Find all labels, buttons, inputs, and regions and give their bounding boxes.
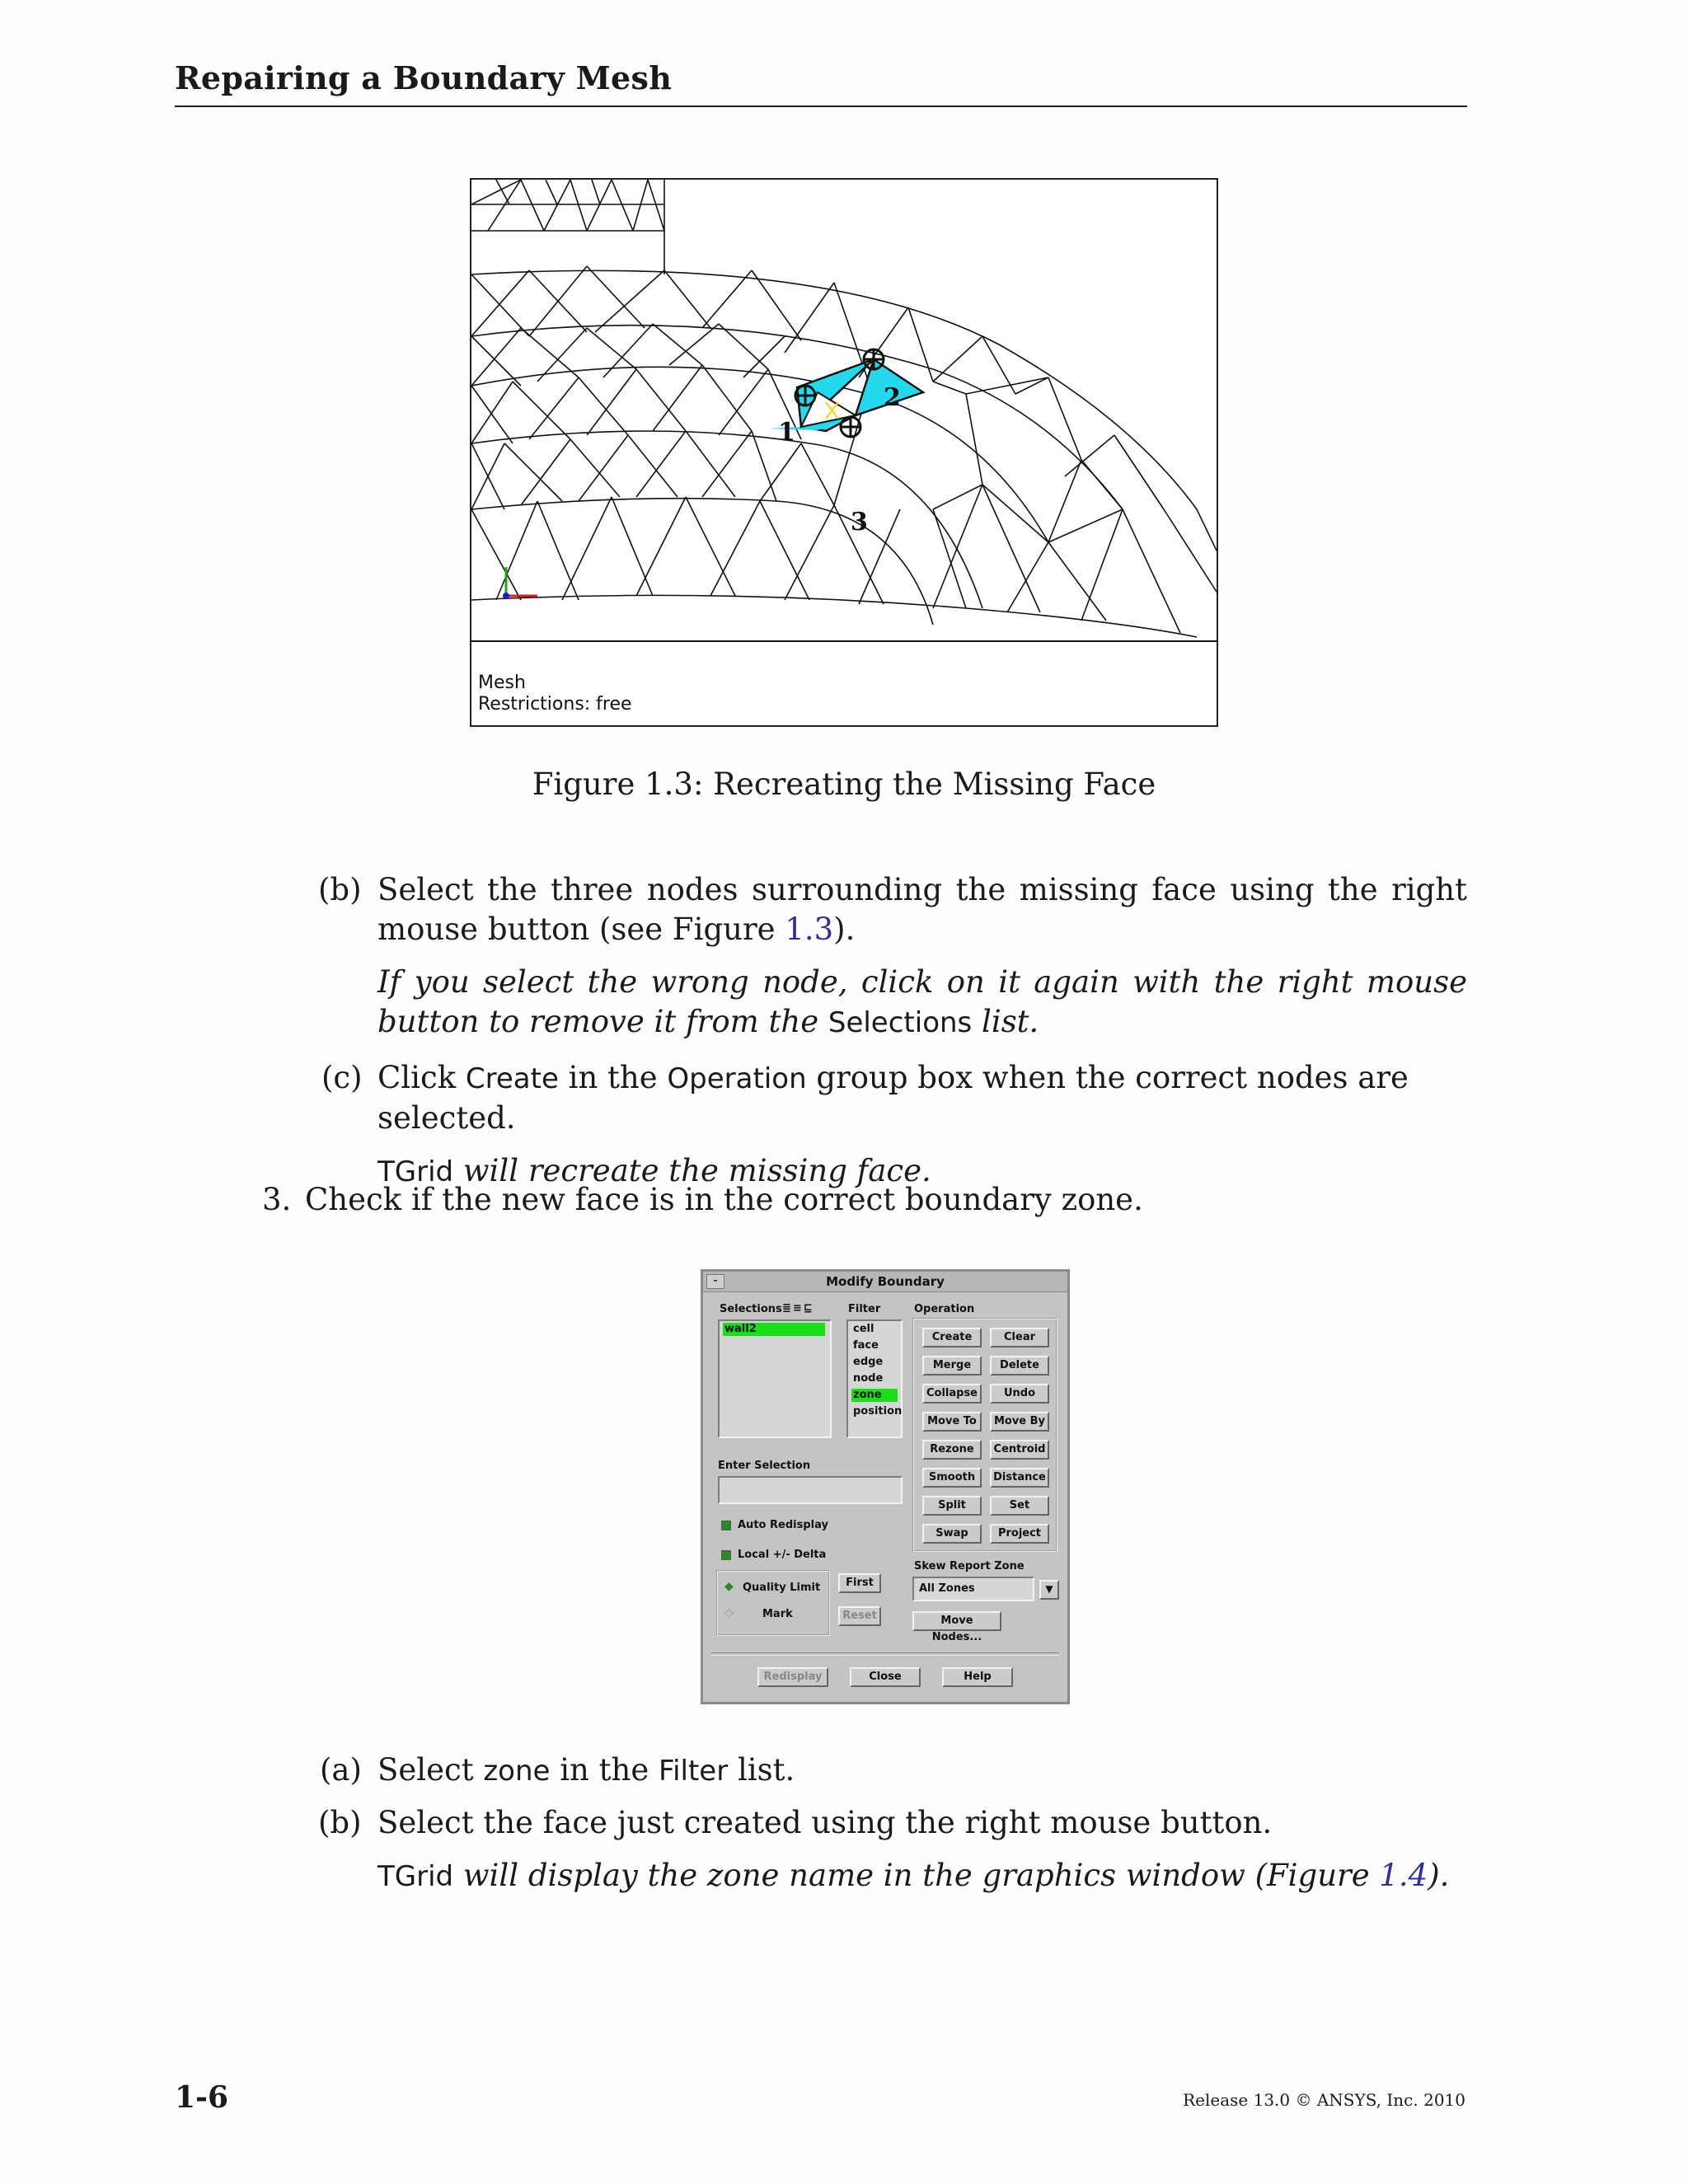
step-b-select-nodes xyxy=(318,870,1467,1043)
selection-item[interactable]: wall2 xyxy=(723,1323,825,1336)
skew-zone-value: All Zones xyxy=(919,1582,975,1595)
note-term-tgrid: TGrid xyxy=(377,1155,454,1188)
enter-selection-input[interactable] xyxy=(718,1476,903,1504)
swap-button[interactable]: Swap xyxy=(922,1524,982,1544)
quality-limit-label: Quality Limit xyxy=(743,1582,821,1594)
term-filter: Filter xyxy=(659,1755,729,1788)
project-button[interactable]: Project xyxy=(990,1524,1049,1544)
note-text: If you select the wrong node, click on it again with the right mouse button to remove it from the xyxy=(377,964,1467,1039)
auto-redisplay-checkbox[interactable] xyxy=(721,1521,731,1530)
status-mode: Mesh xyxy=(478,673,526,693)
header-rule xyxy=(175,105,1467,107)
auto-redisplay-label: Auto Redisplay xyxy=(738,1519,828,1531)
note-text: will recreate the missing face. xyxy=(453,1153,931,1188)
collapse-button[interactable]: Collapse xyxy=(922,1384,982,1404)
filter-item-position[interactable]: position xyxy=(853,1405,903,1418)
move-to-button[interactable]: Move To xyxy=(922,1412,982,1432)
step-label: (b) xyxy=(318,872,362,907)
smooth-button[interactable]: Smooth xyxy=(922,1468,982,1488)
dialog-title: Modify Boundary xyxy=(826,1274,945,1289)
modify-boundary-dialog xyxy=(701,1269,1070,1704)
page-number: 1-6 xyxy=(175,2080,229,2115)
filter-list[interactable] xyxy=(846,1319,903,1438)
quality-limit-radio[interactable]: ◆ xyxy=(724,1580,734,1593)
filter-item-face[interactable]: face xyxy=(853,1339,879,1352)
local-delta-checkbox[interactable] xyxy=(721,1550,731,1560)
page-header-title: Repairing a Boundary Mesh xyxy=(175,59,673,96)
step-text-end: group box when the correct nodes are selected. xyxy=(377,1060,1409,1136)
step-text-mid: in the xyxy=(558,1060,668,1095)
graphics-status-text xyxy=(478,673,632,715)
step-text: Select xyxy=(377,1752,484,1788)
step-text-end: list. xyxy=(728,1752,795,1788)
move-nodes-button[interactable]: Move Nodes... xyxy=(912,1611,1001,1631)
filter-item-edge[interactable]: edge xyxy=(853,1356,884,1368)
term-operation: Operation xyxy=(667,1062,807,1095)
merge-button[interactable]: Merge xyxy=(922,1356,982,1376)
mesh-canvas[interactable] xyxy=(471,180,1217,725)
filter-label: Filter xyxy=(848,1303,881,1315)
release-footer: Release 13.0 © ANSYS, Inc. 2010 xyxy=(1183,2090,1465,2110)
figure-ref-link[interactable]: 1.4 xyxy=(1379,1858,1428,1893)
node-label-1: 1 xyxy=(778,418,795,447)
dropdown-arrow-icon[interactable]: ▼ xyxy=(1039,1580,1059,1600)
note-text-end: list. xyxy=(972,1004,1039,1039)
list-view-icons[interactable]: ≣≡⊑ xyxy=(782,1302,814,1315)
note-text-end: ). xyxy=(1428,1858,1450,1893)
mark-label: Mark xyxy=(762,1608,793,1620)
filter-item-zone[interactable]: zone xyxy=(851,1389,898,1402)
term-create: Create xyxy=(465,1062,559,1095)
operation-group xyxy=(912,1318,1057,1552)
set-button[interactable]: Set xyxy=(990,1496,1049,1516)
move-by-button[interactable]: Move By xyxy=(990,1412,1049,1432)
delete-button[interactable]: Delete xyxy=(990,1356,1049,1376)
step-label: (b) xyxy=(318,1805,362,1840)
note-term-selections: Selections xyxy=(828,1006,973,1039)
step-text: Check if the new face is in the correct boundary zone. xyxy=(305,1182,1143,1217)
step-note xyxy=(377,1856,1467,1896)
quality-group xyxy=(716,1570,830,1636)
dialog-title-bar[interactable] xyxy=(703,1272,1067,1292)
step-text-end: ). xyxy=(833,912,856,947)
centroid-button[interactable]: Centroid xyxy=(990,1440,1049,1460)
enter-selection-label: Enter Selection xyxy=(718,1460,811,1472)
note-term-tgrid: TGrid xyxy=(377,1860,454,1893)
first-button[interactable]: First xyxy=(838,1573,881,1593)
reset-button[interactable]: Reset xyxy=(838,1606,881,1626)
redisplay-button[interactable]: Redisplay xyxy=(757,1667,828,1687)
figure-ref-link[interactable]: 1.3 xyxy=(785,912,834,947)
status-restrictions: Restrictions: free xyxy=(478,694,632,715)
undo-button[interactable]: Undo xyxy=(990,1384,1049,1404)
step-c-create xyxy=(318,1058,1467,1192)
skew-zone-dropdown[interactable] xyxy=(912,1577,1034,1601)
split-button[interactable]: Split xyxy=(922,1496,982,1516)
filter-item-cell[interactable]: cell xyxy=(853,1323,874,1335)
mark-radio[interactable]: ◇ xyxy=(724,1606,734,1619)
figure-caption: Figure 1.3: Recreating the Missing Face xyxy=(532,766,1156,802)
dialog-divider xyxy=(711,1652,1059,1656)
step-a-select-zone xyxy=(318,1750,1467,1791)
create-button[interactable]: Create xyxy=(922,1328,982,1347)
rezone-button[interactable]: Rezone xyxy=(922,1440,982,1460)
filter-item-node[interactable]: node xyxy=(853,1372,884,1385)
close-button[interactable]: Close xyxy=(850,1667,921,1687)
node-label-3: 3 xyxy=(851,508,868,537)
help-button[interactable]: Help xyxy=(942,1667,1013,1687)
step-text: Click xyxy=(377,1060,466,1095)
step-text: Select the face just created using the right mouse button. xyxy=(377,1805,1273,1840)
term-zone: zone xyxy=(483,1755,551,1788)
step-label: (a) xyxy=(320,1752,362,1788)
mesh-graphics-window[interactable] xyxy=(470,178,1218,727)
step-3-check-zone xyxy=(262,1180,1467,1220)
step-label: (c) xyxy=(321,1060,363,1095)
note-text: will display the zone name in the graphics window (Figure xyxy=(453,1858,1380,1893)
distance-button[interactable]: Distance xyxy=(990,1468,1049,1488)
selections-list[interactable] xyxy=(718,1319,832,1438)
step-label: 3. xyxy=(262,1182,292,1217)
selections-label: Selections xyxy=(720,1303,782,1315)
skew-report-zone-label: Skew Report Zone xyxy=(914,1560,1025,1572)
window-menu-icon[interactable]: – xyxy=(706,1274,724,1289)
operation-label: Operation xyxy=(914,1303,975,1315)
local-delta-label: Local +/- Delta xyxy=(738,1549,827,1561)
step-note xyxy=(377,963,1467,1043)
step-b-select-face xyxy=(318,1803,1467,1896)
step-text: Select the three nodes surrounding the missing face using the right mouse button (see Figure xyxy=(377,872,1467,947)
clear-button[interactable]: Clear xyxy=(990,1328,1049,1347)
step-text-mid: in the xyxy=(550,1752,659,1788)
node-label-2: 2 xyxy=(884,383,901,412)
